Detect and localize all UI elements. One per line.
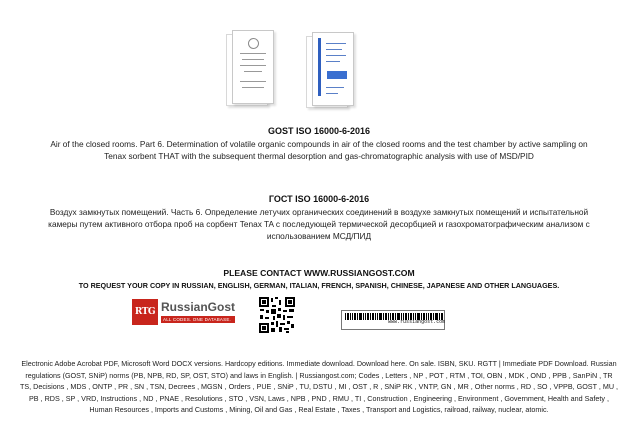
logo-tagline: ALL CODES. ONE DATABASE. <box>161 316 235 323</box>
emblem-icon <box>248 38 259 49</box>
russiangost-logo[interactable] <box>132 298 236 326</box>
qr-code-icon[interactable] <box>258 296 296 334</box>
russian-description: Воздух замкнутых помещений. Часть 6. Определение летучих органических соединений в воздухе замкнутых помещений и испытательной камеры путем активного отбора проб на сорбент Tenax TA с последующей термической десорбцией и газохроматографическим анализом с использованием МСД/ПИД <box>48 207 590 241</box>
contact-heading: PLEASE CONTACT WWW.RUSSIANGOST.COM <box>223 268 415 278</box>
document-thumbnails <box>0 30 638 114</box>
logo-name: RussianGost <box>161 300 236 314</box>
logo-mark: RTG <box>132 299 158 325</box>
barcode-icon[interactable] <box>341 310 445 330</box>
request-copy-text: TO REQUEST YOUR COPY IN RUSSIAN, ENGLISH, GERMAN, ITALIAN, FRENCH, SPANISH, CHINESE, JAPANESE AND OTHER LANGUAGES. <box>78 281 560 290</box>
english-title: GOST ISO 16000-6-2016 <box>267 126 371 136</box>
english-description: Air of the closed rooms. Part 6. Determination of volatile organic compounds in air of the closed rooms and the test chamber by active sampling on Tenax sorbent THAT with the subsequent thermal desorption and gas-chromatographic analysis with use of MSD/PID <box>50 139 588 161</box>
barcode-url: www.russiangost.com <box>388 319 446 325</box>
document-cover-blue-icon <box>312 32 354 106</box>
footer-keywords: Electronic Adobe Acrobat PDF, Microsoft Word DOCX versions. Hardcopy editions. Immediate download. Download here. On sale. ISBN, SKU. RGTT | Immediate PDF Download. Russian regulations (GOST, SNiP) norms (PB, NPB, RD, SP, OST, STO) and laws in English. | Russiangost.com; Codes , Letters , NP , POT , RTM , TOI, OBN , MDK , OND , PPB , SanPiN , TR TS, Decisions , MDS , ONTP , PR , SN , TSN, Decrees , MGSN , Orders , PUE , SNiP , TU, DSTU , MI , OST , R , SNiP RK , VNTP, GN , MR , Other norms , RD , SO , VPPB, GOST , MU , PB , RDS , SP , VRD, Instructions , ND , PNAE , Resolutions , STO , VSN, Laws , NPB , PND , RMU , TI , Construction , Engineering , Environment , Government, Health and Safety , Human Resources , Imports and Customs , Mining, Oil and Gas , Real Estate , Taxes , Transport and Logistics, railroad, railway, nuclear, atomic. <box>20 359 619 415</box>
document-cover-icon <box>232 30 274 104</box>
russian-title: ГОСТ ISO 16000-6-2016 <box>268 194 370 204</box>
